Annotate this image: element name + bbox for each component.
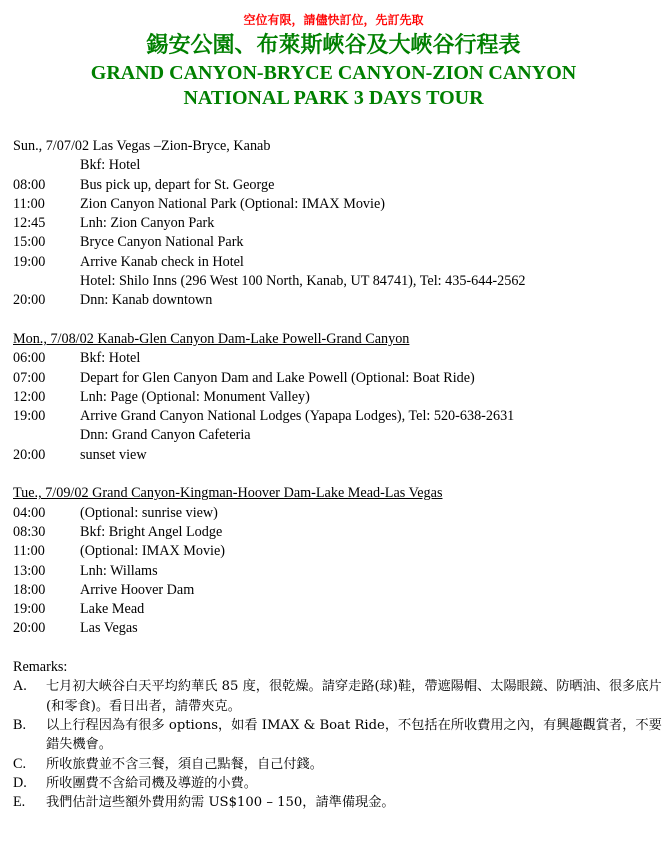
schedule-text: Arrive Hoover Dam: [80, 581, 195, 598]
schedule-text: Lake Mead: [80, 601, 145, 618]
schedule-time: 11:00: [13, 543, 45, 560]
schedule-text: (Optional: sunrise view): [80, 504, 218, 521]
page-title-chinese: 錫安公園、布萊斯峽谷及大峽谷行程表: [146, 32, 521, 57]
schedule-time: 19:00: [13, 253, 46, 270]
schedule-time: 20:00: [13, 292, 46, 309]
schedule-row: [13, 176, 663, 195]
schedule-row: [13, 349, 663, 368]
itinerary: [13, 137, 663, 812]
schedule-time: [13, 426, 80, 445]
remark-letter: B.: [13, 716, 27, 733]
schedule-time: 04:00: [13, 504, 46, 521]
notice-banner: 空位有限，請儘快訂位，先訂先取: [243, 13, 424, 27]
day-header: Tue., 7/09/02 Grand Canyon-Kingman-Hoover Dam-Lake Mead-Las Vegas: [13, 485, 443, 502]
title-line-1: GRAND CANYON-BRYCE CANYON-ZION CANYON: [90, 62, 577, 84]
schedule-text: Lnh: Willams: [80, 562, 158, 579]
schedule-row: [13, 195, 663, 214]
schedule-text: Lnh: Zion Canyon Park: [80, 215, 215, 232]
remark-item: [13, 793, 663, 812]
remarks-title: Remarks:: [13, 659, 68, 676]
schedule-text: Dnn: Kanab downtown: [80, 292, 213, 309]
schedule-row: [13, 600, 663, 619]
schedule-text: Dnn: Grand Canyon Cafeteria: [80, 427, 251, 444]
remark-letter: E.: [13, 794, 26, 811]
schedule-text: Lnh: Page (Optional: Monument Valley): [80, 388, 310, 405]
schedule-row: [13, 426, 663, 445]
schedule-row: [13, 446, 663, 465]
schedule-text: Bus pick up, depart for St. George: [80, 176, 275, 193]
remark-letter: A.: [13, 678, 27, 695]
remark-text: 我們估計這些額外費用約需 US$100 – 150，請準備現金。: [46, 795, 395, 811]
schedule-time: 08:00: [13, 176, 46, 193]
schedule-row: [13, 272, 663, 291]
schedule-text: Zion Canyon National Park (Optional: IMAX Movie): [80, 195, 385, 212]
schedule-row: [13, 291, 663, 310]
schedule-time: 07:00: [13, 369, 46, 386]
schedule-row: [13, 523, 663, 542]
remark-item: [13, 774, 663, 793]
schedule-row: [13, 233, 663, 252]
schedule-text: Bkf: Hotel: [80, 157, 141, 174]
remarks-section: [13, 658, 663, 812]
schedule-text: Las Vegas: [80, 620, 138, 637]
schedule-time: 15:00: [13, 234, 46, 251]
schedule-row: [13, 214, 663, 233]
day-header: Sun., 7/07/02 Las Vegas –Zion-Bryce, Kanab: [13, 138, 271, 154]
remark-text: 以上行程因為有很多 options，如看 IMAX & Boat Ride，不包括在所收費用之內，有興趣觀賞者，不要錯失機會。: [46, 717, 662, 753]
schedule-time: 18:00: [13, 581, 46, 598]
schedule-row: [13, 542, 663, 561]
day-header: Mon., 7/08/02 Kanab-Glen Canyon Dam-Lake Powell-Grand Canyon: [13, 330, 410, 347]
schedule-text: (Optional: IMAX Movie): [80, 543, 226, 560]
remark-item: [13, 677, 663, 716]
remark-text: 所收團費不含給司機及導遊的小費。: [46, 775, 257, 791]
schedule-time: 11:00: [13, 195, 45, 212]
day-section-3: [13, 484, 663, 638]
day-section-1: [13, 137, 663, 311]
remark-letter: D.: [13, 774, 27, 791]
schedule-row: [13, 562, 663, 581]
schedule-time: 20:00: [13, 620, 46, 637]
schedule-time: [13, 272, 80, 291]
schedule-time: 12:00: [13, 388, 46, 405]
schedule-time: 20:00: [13, 446, 46, 463]
schedule-row: [13, 407, 663, 426]
remark-text: 七月初大峽谷白天平均約華氏 85 度，很乾燥。請穿走路(球)鞋，帶遮陽帽、太陽眼鏡、防晒油、很多底片(和零食)。看日出者，請帶夾克。: [46, 679, 662, 714]
schedule-text: Arrive Kanab check in Hotel: [80, 253, 244, 270]
remark-letter: C.: [13, 755, 27, 772]
schedule-row: [13, 369, 663, 388]
title-line-2: NATIONAL PARK 3 DAYS TOUR: [183, 87, 484, 109]
schedule-time: 06:00: [13, 350, 46, 367]
page-title-english: [0, 61, 667, 111]
schedule-row: [13, 504, 663, 523]
schedule-text: Bkf: Bright Angel Lodge: [80, 523, 223, 540]
schedule-row: [13, 619, 663, 638]
schedule-text: Arrive Grand Canyon National Lodges (Yapapa Lodges), Tel: 520-638-2631: [80, 408, 515, 425]
schedule-row: [13, 581, 663, 600]
schedule-time: 13:00: [13, 562, 46, 579]
schedule-row: [13, 253, 663, 272]
schedule-text: Hotel: Shilo Inns (296 West 100 North, Kanab, UT 84741), Tel: 435-644-2562: [80, 273, 526, 290]
remark-text: 所收旅費並不含三餐，須自己點餐，自己付錢。: [46, 756, 323, 772]
schedule-time: 19:00: [13, 601, 46, 618]
schedule-text: Depart for Glen Canyon Dam and Lake Powell (Optional: Boat Ride): [80, 369, 475, 386]
remark-item: [13, 716, 663, 755]
schedule-row: [13, 156, 663, 175]
schedule-time: [13, 156, 80, 175]
schedule-time: 12:45: [13, 215, 46, 232]
day-section-2: [13, 330, 663, 465]
schedule-time: 19:00: [13, 408, 46, 425]
schedule-text: sunset view: [80, 446, 147, 463]
schedule-text: Bkf: Hotel: [80, 350, 141, 367]
schedule-row: [13, 388, 663, 407]
schedule-text: Bryce Canyon National Park: [80, 234, 244, 251]
schedule-time: 08:30: [13, 523, 46, 540]
remark-item: [13, 755, 663, 774]
